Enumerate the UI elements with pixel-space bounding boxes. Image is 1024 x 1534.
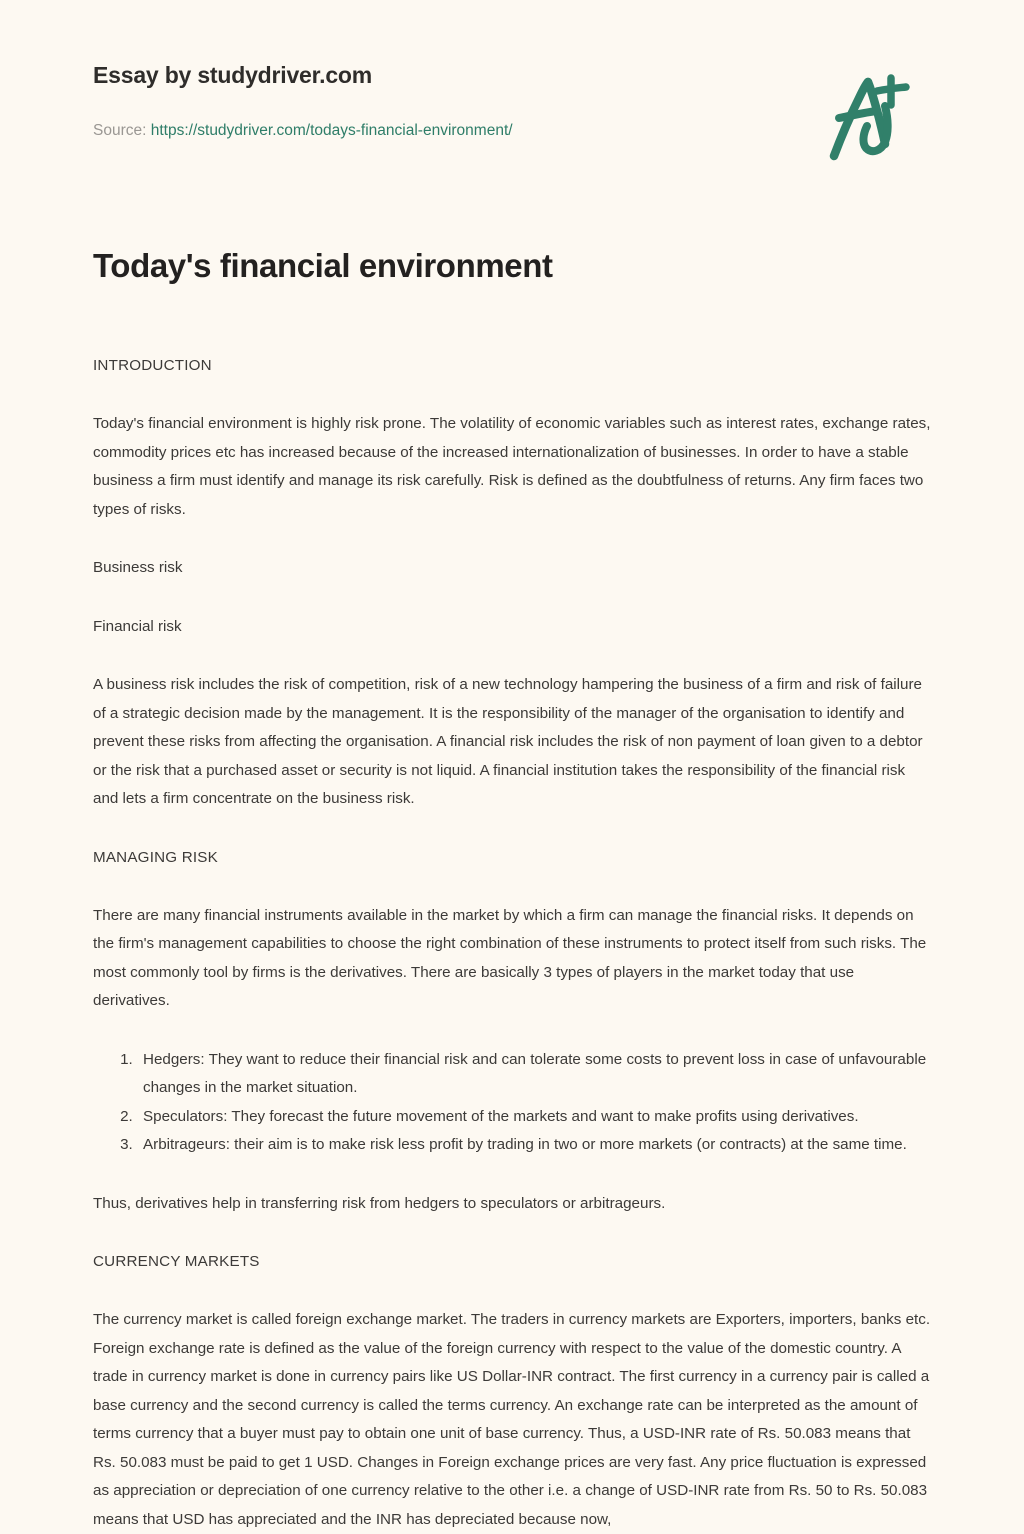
source-label: Source: — [93, 122, 147, 139]
players-list — [93, 1046, 933, 1160]
paragraph-risk-explanation: A business risk includes the risk of competition, risk of a new technology hampering the business of a firm and risk of failure of a strategic decision made by the management. It is the responsibility of the manager of the organisation to identify and prevent these risks from affecting the organisation. A financial risk includes the risk of non payment of loan given to a debtor or the risk that a purchased asset or security is not liquid. A financial institution takes the responsibility of the financial risk and lets a firm concentrate on the business risk. — [93, 676, 923, 807]
list-item: 3. Arbitrageurs: their aim is to make risk less profit by trading in two or more markets (or contracts) at the same time. — [137, 1131, 933, 1160]
paragraph-derivatives-conclusion: Thus, derivatives help in transferring risk from hedgers to speculators or arbitrageurs. — [93, 1194, 666, 1212]
source-line — [93, 122, 513, 140]
paragraph-managing-risk: There are many financial instruments available in the market by which a firm can manage the financial risks. It depends on the firm's management capabilities to choose the right combination of these instruments to protect itself from such risks. The most commonly tool by firms is the derivatives. There are basically 3 types of players in the market today that use derivatives. — [93, 906, 927, 1009]
brand-byline: Essay by studydriver.com — [93, 62, 373, 88]
paragraph-currency-markets: The currency market is called foreign exchange market. The traders in currency markets are Exporters, importers, banks etc. Foreign exchange rate is defined as the value of the foreign currency with respect to the value of the domestic country. A trade in currency market is done in currency pairs like US Dollar-INR contract. The first currency in a currency pair is called a base currency and the second currency is called the terms currency. An exchange rate can be interpreted as the amount of terms currency that a buyer must pay to obtain one unit of base currency. Thus, a USD-INR rate of Rs. 50.083 means that Rs. 50.083 must be paid to get 1 USD. Changes in Foreign exchange prices are very fast. Any price fluctuation is expressed as appreciation or depreciation of one currency relative to the other i.e. a change of USD-INR rate from Rs. 50 to Rs. 50.083 means that USD has appreciated and the INR has depreciated because now, — [93, 1311, 931, 1528]
document-body — [93, 352, 933, 1534]
risk-type-business: Business risk — [93, 559, 183, 576]
source-url-link[interactable]: https://studydriver.com/todays-financial-environment/ — [150, 122, 513, 139]
a-plus-logo-icon — [818, 62, 928, 172]
section-heading-managing-risk: MANAGING RISK — [93, 848, 218, 866]
list-item: 2. Speculators: They forecast the future movement of the markets and want to make profits using derivatives. — [137, 1103, 933, 1132]
page-header — [0, 0, 1024, 200]
risk-type-financial: Financial risk — [93, 617, 182, 635]
paragraph-introduction: Today's financial environment is highly risk prone. The volatility of economic variables such as interest rates, exchange rates, commodity prices etc has increased because of the increased internationalization of businesses. In order to have a stable business a firm must identify and manage its risk carefully. Risk is defined as the doubtfulness of returns. Any firm faces two types of risks. — [93, 415, 931, 518]
page-title: Today's financial environment — [93, 247, 553, 284]
section-heading-currency-markets: CURRENCY MARKETS — [93, 1253, 260, 1270]
a-plus-logo-glyph — [818, 62, 928, 172]
list-item: 1. Hedgers: They want to reduce their financial risk and can tolerate some costs to prevent loss in case of unfavourable changes in the market situation. — [137, 1046, 933, 1103]
section-heading-introduction: INTRODUCTION — [93, 357, 212, 374]
